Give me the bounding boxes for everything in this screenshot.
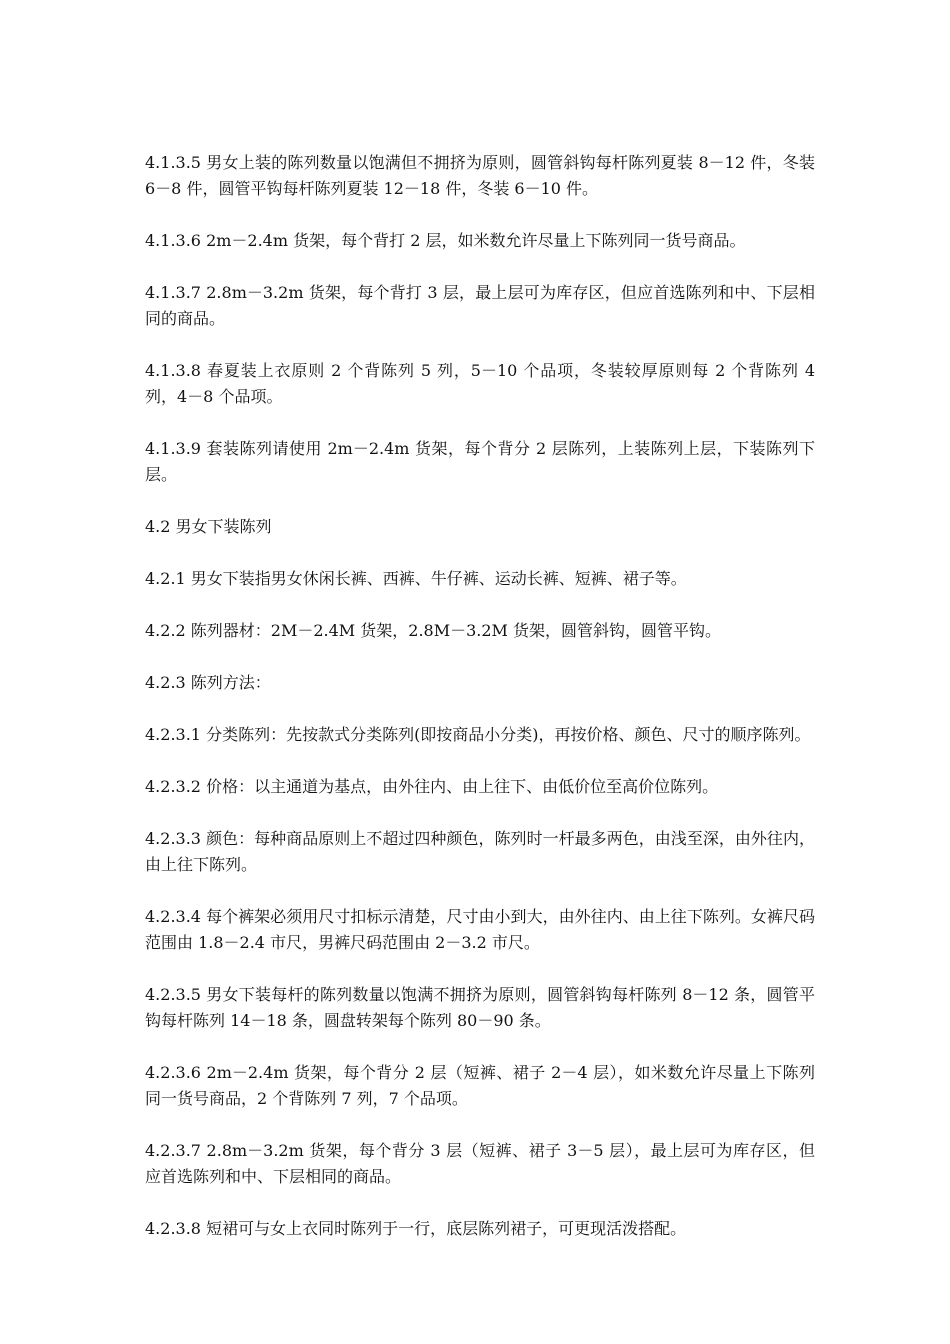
paragraph-4-1-3-6: 4.1.3.6 2m－2.4m 货架，每个背打 2 层，如米数允许尽量上下陈列同一货号商品。 <box>145 231 746 250</box>
paragraph-4-2-3-6: 4.2.3.6 2m－2.4m 货架，每个背分 2 层（短裤、裙子 2－4 层），如米数允许尽量上下陈列同一货号商品，2 个背陈列 7 列，7 个品项。 <box>145 1063 815 1108</box>
paragraph-4-2-3-2: 4.2.3.2 价格：以主通道为基点，由外往内、由上往下、由低价位至高价位陈列。 <box>145 777 719 796</box>
paragraph-4-2-1: 4.2.1 男女下装指男女休闲长裤、西裤、牛仔裤、运动长裤、短裤、裙子等。 <box>145 569 687 588</box>
paragraph-4-1-3-8: 4.1.3.8 春夏装上衣原则 2 个背陈列 5 列，5－10 个品项，冬装较厚原则每 2 个背陈列 4 列，4－8 个品项。 <box>145 361 815 406</box>
paragraph-4-2-3-8: 4.2.3.8 短裙可与女上衣同时陈列于一行，底层陈列裙子，可更现活泼搭配。 <box>145 1219 687 1238</box>
paragraph-4-2-3-5: 4.2.3.5 男女下装每杆的陈列数量以饱满不拥挤为原则，圆管斜钩每杆陈列 8－12 条，圆管平钩每杆陈列 14－18 条，圆盘转架每个陈列 80－90 条。 <box>145 985 815 1030</box>
paragraph-4-1-3-7: 4.1.3.7 2.8m－3.2m 货架，每个背打 3 层，最上层可为库存区，但应首选陈列和中、下层相同的商品。 <box>145 283 815 328</box>
paragraph-4-2-3: 4.2.3 陈列方法： <box>145 673 271 692</box>
paragraph-4-2-3-1: 4.2.3.1 分类陈列：先按款式分类陈列(即按商品小分类)，再按价格、颜色、尺寸的顺序陈列。 <box>145 725 811 744</box>
paragraph-4-2-2: 4.2.2 陈列器材：2M－2.4M 货架，2.8M－3.2M 货架，圆管斜钩，圆管平钩。 <box>145 621 722 640</box>
document-body <box>145 150 815 1268</box>
paragraph-4-2-3-4: 4.2.3.4 每个裤架必须用尺寸扣标示清楚，尺寸由小到大，由外往内、由上往下陈列。女裤尺码范围由 1.8－2.4 市尺，男裤尺码范围由 2－3.2 市尺。 <box>145 907 815 952</box>
paragraph-4-2-3-3: 4.2.3.3 颜色：每种商品原则上不超过四种颜色，陈列时一杆最多两色，由浅至深，由外往内，由上往下陈列。 <box>145 829 815 874</box>
paragraph-4-1-3-5: 4.1.3.5 男女上装的陈列数量以饱满但不拥挤为原则，圆管斜钩每杆陈列夏装 8－12 件，冬装 6－8 件，圆管平钩每杆陈列夏装 12－18 件，冬装 6－10 件。 <box>145 153 815 198</box>
paragraph-4-1-3-9: 4.1.3.9 套装陈列请使用 2m－2.4m 货架，每个背分 2 层陈列，上装陈列上层，下装陈列下层。 <box>145 439 815 484</box>
section-heading-4-2: 4.2 男女下装陈列 <box>145 517 272 536</box>
paragraph-4-2-3-7: 4.2.3.7 2.8m－3.2m 货架，每个背分 3 层（短裤、裙子 3－5 层），最上层可为库存区，但应首选陈列和中、下层相同的商品。 <box>145 1141 815 1186</box>
